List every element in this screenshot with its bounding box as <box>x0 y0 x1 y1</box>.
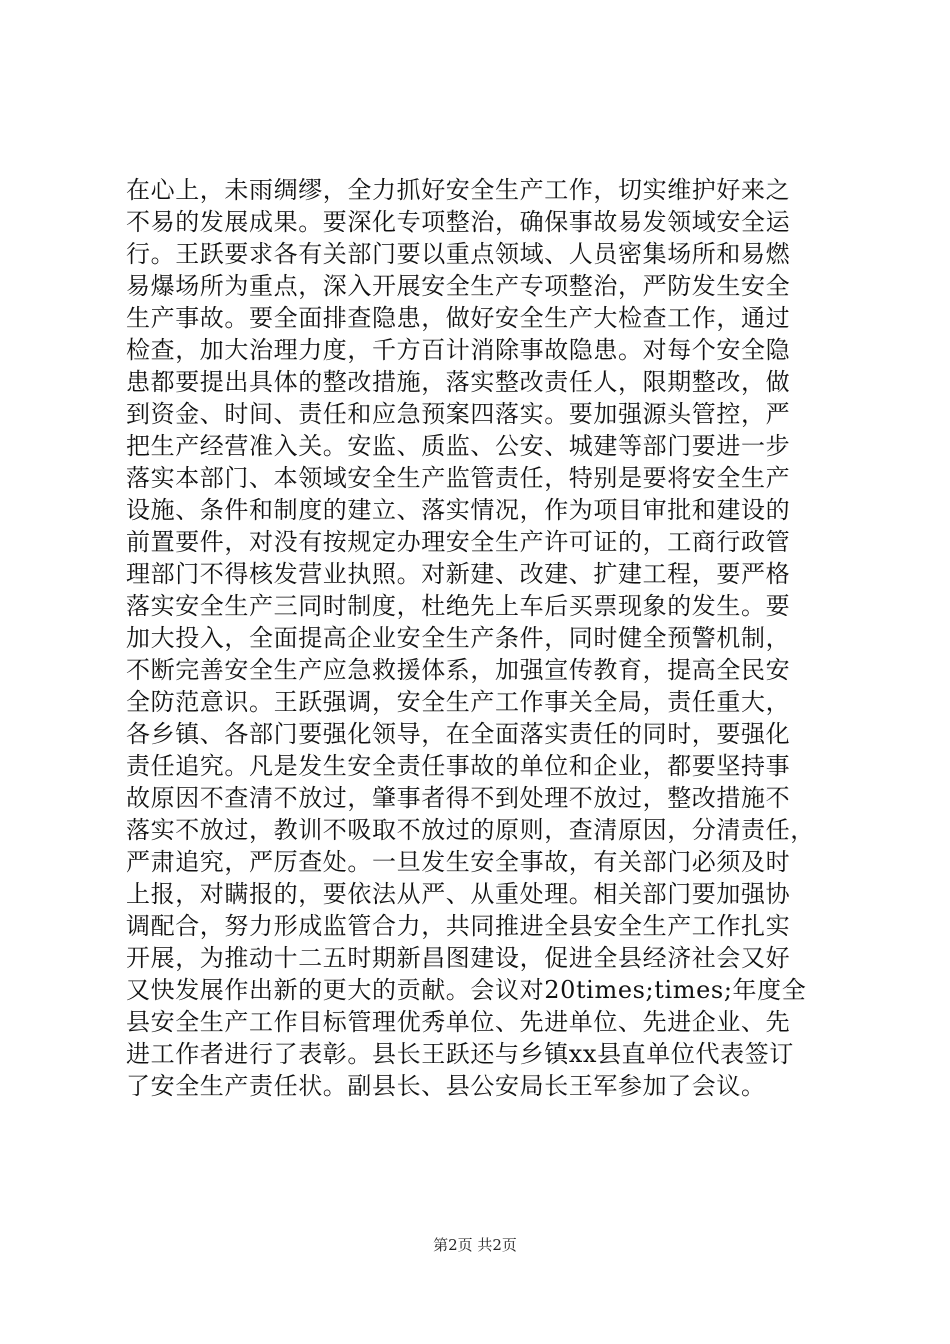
text-line: 在心上，未雨绸缪，全力抓好安全生产工作，切实维护好来之 <box>126 176 791 204</box>
text-line: 进工作者进行了表彰。县长王跃还与乡镇xx县直单位代表签订 <box>126 1040 794 1068</box>
text-line: 调配合，努力形成监管合力，共同推进全县安全生产工作扎实 <box>126 912 791 940</box>
body-text <box>126 174 831 1102</box>
text-line: 理部门不得核发营业执照。对新建、改建、扩建工程，要严格 <box>126 560 791 588</box>
text-line: 不易的发展成果。要深化专项整治，确保事故易发领域安全运 <box>126 208 791 236</box>
text-line: 落实不放过，教训不吸取不放过的原则，查清原因，分清责任， <box>126 816 815 844</box>
page-footer: 第2页 共2页 <box>433 1236 517 1254</box>
text-line: 不断完善安全生产应急救援体系，加强宣传教育，提高全民安 <box>126 656 791 684</box>
text-line: 又快发展作出新的更大的贡献。会议对20times;times;年度全 <box>126 976 807 1004</box>
text-line: 检查，加大治理力度，千方百计消除事故隐患。对每个安全隐 <box>126 336 791 364</box>
text-line: 到资金、时间、责任和应急预案四落实。要加强源头管控，严 <box>126 400 791 428</box>
text-line: 上报，对瞒报的，要依法从严、从重处理。相关部门要加强协 <box>126 880 791 908</box>
text-line: 县安全生产工作目标管理优秀单位、先进单位、先进企业、先 <box>126 1008 791 1036</box>
text-line: 全防范意识。王跃强调，安全生产工作事关全局，责任重大， <box>126 688 791 716</box>
text-line: 责任追究。凡是发生安全责任事故的单位和企业，都要坚持事 <box>126 752 791 780</box>
text-line: 把生产经营准入关。安监、质监、公安、城建等部门要进一步 <box>126 432 791 460</box>
text-line: 前置要件，对没有按规定办理安全生产许可证的，工商行政管 <box>126 528 791 556</box>
text-line: 落实本部门、本领域安全生产监管责任，特别是要将安全生产 <box>126 464 791 492</box>
text-line: 开展，为推动十二五时期新昌图建设，促进全县经济社会又好 <box>126 944 791 972</box>
text-line: 生产事故。要全面排查隐患，做好安全生产大检查工作，通过 <box>126 304 791 332</box>
text-line: 加大投入，全面提高企业安全生产条件，同时健全预警机制， <box>126 624 791 652</box>
text-line: 落实安全生产三同时制度，杜绝先上车后买票现象的发生。要 <box>126 592 791 620</box>
text-line: 各乡镇、各部门要强化领导，在全面落实责任的同时，要强化 <box>126 720 791 748</box>
text-line: 设施、条件和制度的建立、落实情况，作为项目审批和建设的 <box>126 496 791 524</box>
text-line: 了安全生产责任状。副县长、县公安局长王军参加了会议。 <box>126 1072 766 1100</box>
text-line: 严肃追究，严厉查处。一旦发生安全事故，有关部门必须及时 <box>126 848 791 876</box>
text-line: 患都要提出具体的整改措施，落实整改责任人，限期整改，做 <box>126 368 791 396</box>
text-line: 行。王跃要求各有关部门要以重点领域、人员密集场所和易燃 <box>126 240 791 268</box>
text-line: 易爆场所为重点，深入开展安全生产专项整治，严防发生安全 <box>126 272 791 300</box>
text-line: 故原因不查清不放过，肇事者得不到处理不放过，整改措施不 <box>126 784 791 812</box>
